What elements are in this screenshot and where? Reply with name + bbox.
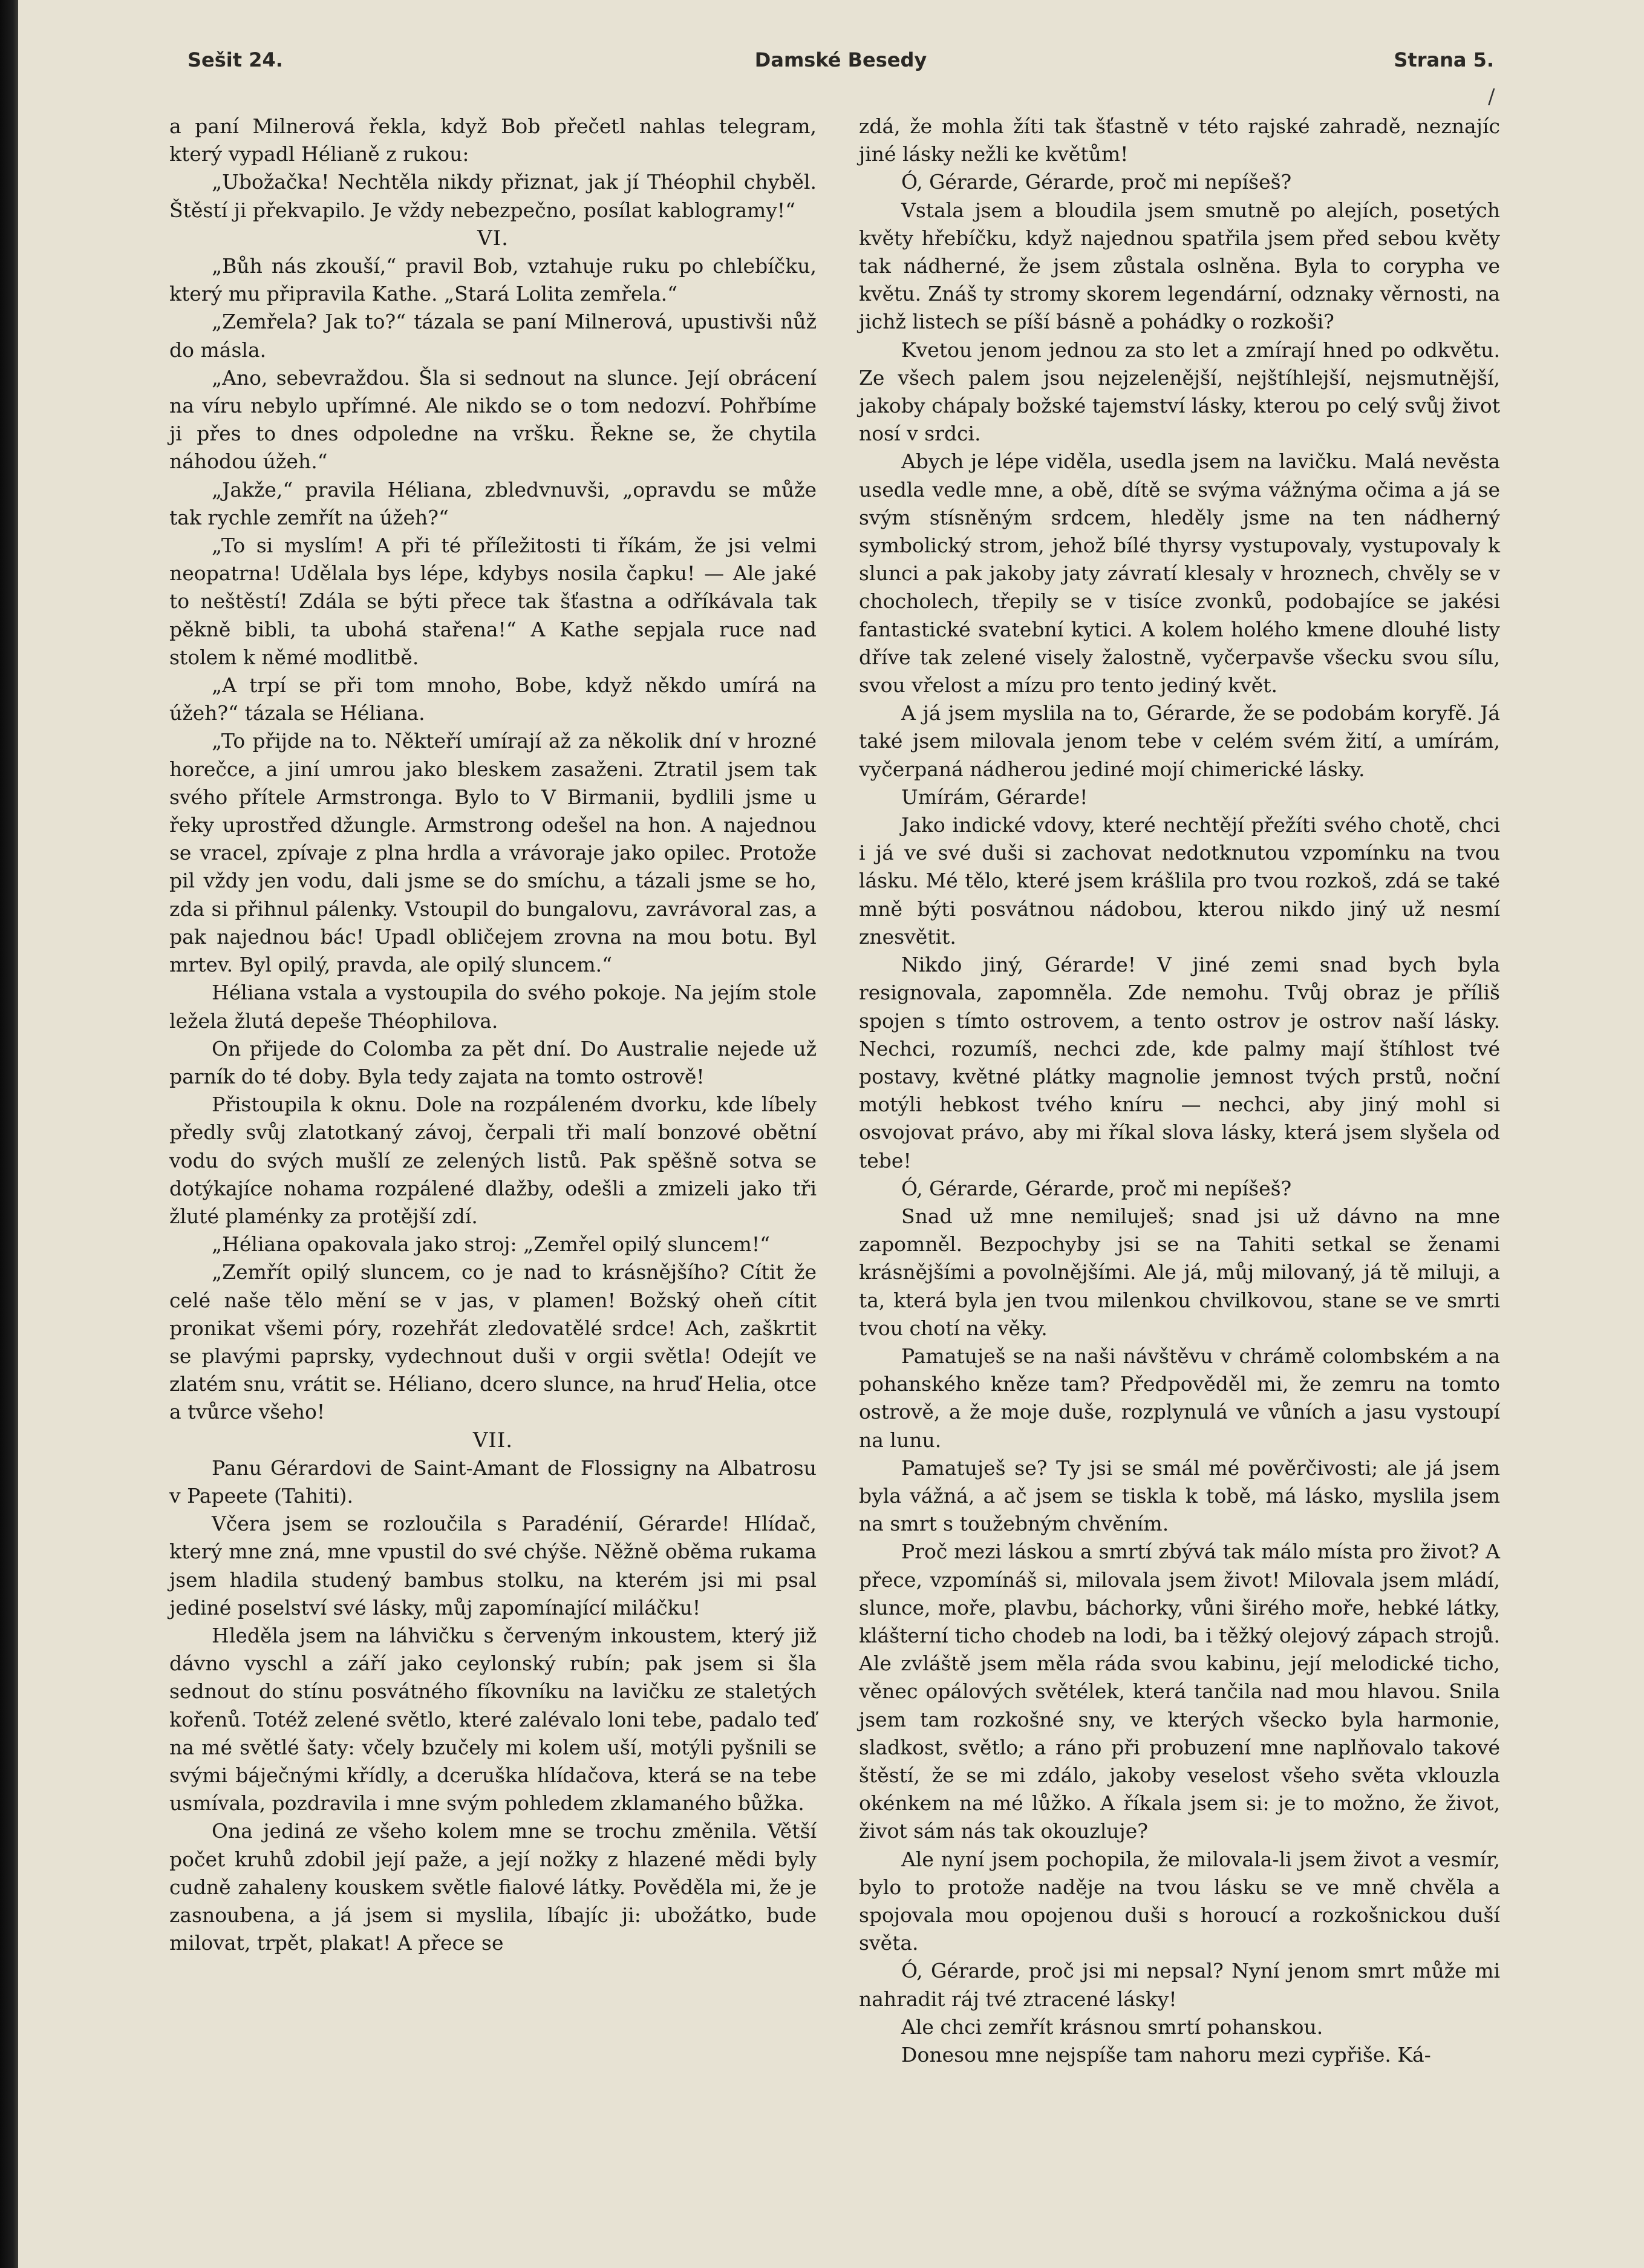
- paragraph: Pamatuješ se? Ty jsi se smál mé pověrčivosti; ale já jsem byla vážná, a ač jsem se tiskla k tobě, má lásko, myslila jsem na smrt s toužebným chvěním.: [859, 1456, 1500, 1536]
- paragraph: „To si myslím! A při té příležitosti ti říkám, že jsi velmi neopatrna! Udělala bys lépe, kdybys nosila čapku! — Ale jaké to neštěstí! Zdála se býti přece tak šťastna a odříkávala tak pěkně bibli, ta ubohá stařena!“ A Kathe sepjala ruce nad stolem k němé modlitbě.: [169, 534, 817, 669]
- paragraph: „Bůh nás zkouší,“ pravil Bob, vztahuje ruku po chlebíčku, který mu připravila Kathe. „Stará Lolita zemřela.“: [169, 254, 817, 306]
- paragraph: „Zemřela? Jak to?“ tázala se paní Milnerová, upustivši nůž do másla.: [169, 310, 817, 362]
- paragraph: Snad už mne nemiluješ; snad jsi už dávno na mne zapomněl. Bezpochyby jsi se na Tahiti setkal se ženami krásnějšími a povolnějšími. Ale já, můj milovaný, já tě miluji, a ta, která byla jen tvou milenkou chvilkovou, stane se ve smrti tvou chotí na věky.: [859, 1204, 1500, 1340]
- paragraph: Pamatuješ se na naši návštěvu v chrámě colombském a na pohanského kněze tam? Předpověděl mi, že zemru na tomto ostrově, a že moje duše, rozplynulá ve vůních a jasu vystoupí na lunu.: [859, 1344, 1500, 1452]
- binding-spine: [0, 0, 18, 2268]
- paragraph: Ó, Gérarde, Gérarde, proč mi nepíšeš?: [901, 1176, 1292, 1200]
- paragraph: Přistoupila k oknu. Dole na rozpáleném dvorku, kde líbely předly svůj zlatotkaný závoj, čerpali tři malí bonzové obětní vodu do svých mušlí ze zelených listů. Pak spěšně sotva se dotýkajíce nohama rozpálené dlažby, odešli a zmizeli jako tři žluté plaménky za protější zdí.: [169, 1093, 817, 1228]
- paragraph: Včera jsem se rozloučila s Paradénií, Gérarde! Hlídač, který mne zná, mne vpustil do své chýše. Něžně oběma rukama jsem hladila studený bambus stolku, na kterém jsi mi psal jediné poselství své lásky, můj zapomínající miláčku!: [169, 1512, 817, 1619]
- paragraph: Abych je lépe viděla, usedla jsem na lavičku. Malá nevěsta usedla vedle mne, a obě, dítě se svýma vážnýma očima a já se svým stísněným srdcem, hleděly jsme na ten nádherný symbolický strom, jehož bílé thyrsy vystupovaly, vystupovaly k slunci a pak jakoby jaty závratí klesaly v hroznech, chvěly se v chocholech, třepily se v tisíce zvonků, podobajíce se jakési fantastické svatební kytici. A kolem holého kmene dlouhé listy dříve tak zelené visely žalostně, vyčerpavše všecku svou sílu, svou vřelost a mízu pro tento jediný květ.: [859, 449, 1500, 698]
- paragraph: „Ano, sebevraždou. Šla si sednout na slunce. Její obrácení na víru nebylo upřímné. Ale nikdo se o tom nedozví. Pohřbíme ji přes to dnes odpoledne na vršku. Řekne se, že chytila náhodou úžeh.“: [169, 365, 817, 474]
- paragraph: Ó, Gérarde, Gérarde, proč mi nepíšeš?: [901, 170, 1292, 194]
- paragraph: Héliana vstala a vystoupila do svého pokoje. Na jejím stole ležela žlutá depeše Théophilova.: [169, 981, 817, 1033]
- paragraph: Ona jediná ze všeho kolem mne se trochu změnila. Větší počet kruhů zdobil její paže, a její nožky z hlazené mědi byly cudně zahaleny kouskem světle fialové látky. Pověděla mi, že je zasnoubena, a já jsem si myslila, líbajíc ji: ubožátko, bude milovat, trpět, plakat! A přece se: [169, 1819, 817, 1955]
- margin-pencil-mark: /: [1488, 85, 1495, 109]
- paragraph: Ale chci zemřít krásnou smrtí pohanskou.: [901, 2015, 1323, 2039]
- paragraph: Nikdo jiný, Gérarde! V jiné zemi snad bych byla resignovala, zapomněla. Zde nemohu. Tvůj obraz je příliš spojen s tímto ostrovem, a tento ostrov je ostrov naší lásky. Nechci, rozumíš, nechci zde, kde palmy mají štíhlost tvé postavy, květné plátky magnolie jemnost tvých prstů, noční motýli hebkost tvého kníru — nechci, aby jiný mohl si osvojovat právo, aby mi říkal slova lásky, která jsem slyšela od tebe!: [859, 953, 1500, 1172]
- issue-number: Sešit 24.: [188, 48, 283, 71]
- paragraph: Hleděla jsem na láhvičku s červeným inkoustem, který již dávno vyschl a září jako ceylonský rubín; pak jsem si šla sednout do stínu posvátného fíkovníku na lavičku ze staletých kořenů. Totéž zelené světlo, které zalévalo loni tebe, padalo teď na mé světlé šaty: včely bzučely mi kolem uší, motýli pyšnili se svými báječnými křídly, a dceruška hlídačova, která se na tebe usmívala, pozdravila i mne svým pohledem zklamaného bůžka.: [169, 1623, 817, 1815]
- left-column: [169, 113, 817, 1957]
- section-heading: VII.: [472, 1428, 514, 1453]
- paragraph: „Jakže,“ pravila Héliana, zbledvnuvši, „opravdu se může tak rychle zemřít na úžeh?“: [169, 477, 817, 529]
- paragraph: „A trpí se při tom mnoho, Bobe, když někdo umírá na úžeh?“ tázala se Héliana.: [169, 673, 817, 725]
- paragraph: Jako indické vdovy, které nechtějí přežíti svého chotě, chci i já ve své duši si zachovat nedotknutou vzpomínku na tvou lásku. Mé tělo, které jsem krášlila pro tvou rozkoš, zdá se také mně býti posvátnou nádobou, kterou nikdo jiný už nesmí znesvětit.: [859, 813, 1500, 949]
- paragraph: On přijede do Colomba za pět dní. Do Australie nejede už parník do té doby. Byla tedy zajata na tomto ostrově!: [169, 1036, 817, 1088]
- paragraph: Umírám, Gérarde!: [901, 785, 1088, 809]
- paragraph: zdá, že mohla žíti tak šťastně v této rajské zahradě, neznajíc jiné lásky nežli ke květům!: [859, 114, 1500, 166]
- page-number: Strana 5.: [1394, 48, 1494, 71]
- paragraph: „Zemřít opilý sluncem, co je nad to krásnějšího? Cítit že celé naše tělo mění se v jas, v plamen! Božský oheň cítit pronikat všemi póry, rozehřát zledovatělé srdce! Ach, zaškrtit se plavými paprsky, vydechnout duši v orgii světla! Odejít ve zlatém snu, vrátit se. Héliano, dcero slunce, na hruď Helia, otce a tvůrce všeho!: [169, 1260, 817, 1424]
- paragraph: Kvetou jenom jednou za sto let a zmírají hned po odkvětu. Ze všech palem jsou nejzelenější, nejštíhlejší, nejsmutnější, jakoby chápaly božské tajemství lásky, kterou po celý svůj život nosí v srdci.: [859, 338, 1500, 446]
- paragraph: Proč mezi láskou a smrtí zbývá tak málo místa pro život? A přece, vzpomínáš si, milovala jsem život! Milovala jsem mládí, slunce, moře, plavbu, báchorky, vůni širého moře, hebké látky, klášterní ticho chodeb na lodi, ba i těžký olejový zápach strojů. Ale zvláště jsem měla ráda svou kabinu, její melodické ticho, věnec opálových světélek, která tančila nad mou hlavou. Snila jsem tam rozkošné sny, ve kterých všecko byla harmonie, sladkost, světlo; a ráno při probuzení mne naplňovalo takové štěstí, že se mi zdálo, jakoby veselost všeho světa vklouzla okénkem na mé lůžko. A říkala jsem si: je to možno, že život, život sám nás tak okouzluje?: [859, 1540, 1500, 1843]
- paragraph: Panu Gérardovi de Saint-Amant de Flossigny na Albatrosu v Papeete (Tahiti).: [169, 1456, 817, 1508]
- magazine-title: Damské Besedy: [754, 48, 927, 71]
- paragraph: „To přijde na to. Někteří umírají až za několik dní v hrozné horečce, a jiní umrou jako bleskem zasaženi. Ztratil jsem tak svého přítele Armstronga. Bylo to V Birmanii, bydlili jsme u řeky uprostřed džungle. Armstrong odešel na hon. A najednou se vracel, zpívaje z plna hrdla a vrávoraje jako opilec. Protože pil vždy jen vodu, dali jsme se do smíchu, a tázali jsme se ho, zda si přihnul pálenky. Vstoupil do bungalovu, zavrávoral zas, a pak najednou bác! Upadl obličejem zrovna na mou botu. Byl mrtev. Byl opilý, pravda, ale opilý sluncem.“: [169, 729, 817, 977]
- page-header: [188, 48, 1494, 85]
- paragraph: a paní Milnerová řekla, když Bob přečetl nahlas telegram, který vypadl Hélianě z rukou:: [169, 114, 817, 166]
- paragraph: Ó, Gérarde, proč jsi mi nepsal? Nyní jenom smrt může mi nahradit ráj tvé ztracené lásky!: [859, 1959, 1500, 2011]
- right-column: [859, 113, 1500, 2069]
- paragraph: Vstala jsem a bloudila jsem smutně po alejích, posetých květy hřebíčku, když najednou spatřila jsem před sebou květy tak nádherné, že jsem zůstala oslněna. Byla to corypha ve květu. Znáš ty stromy skorem legendární, odznaky věrnosti, na jichž listech se píší básně a pohádky o rozkoši?: [859, 198, 1500, 334]
- paragraph: Ale nyní jsem pochopila, že milovala-li jsem život a vesmír, bylo to protože naděje na tvou lásku se ve mně chvěla a spojovala mou opojenou duši s horoucí a rozkošnickou duší světa.: [859, 1847, 1500, 1955]
- paragraph: Donesou mne nejspíše tam nahoru mezi cypřiše. Ká-: [901, 2043, 1431, 2067]
- paragraph: „Ubožačka! Nechtěla nikdy přiznat, jak jí Théophil chyběl. Štěstí ji překvapilo. Je vždy nebezpečno, posílat kablogramy!“: [169, 170, 817, 222]
- section-heading: VI.: [477, 226, 509, 250]
- paragraph: „Héliana opakovala jako stroj: „Zemřel opilý sluncem!“: [212, 1232, 770, 1257]
- paragraph: A já jsem myslila na to, Gérarde, že se podobám koryfě. Já také jsem milovala jenom tebe v celém svém žití, a umírám, vyčerpaná nádherou jediné mojí chimerické lásky.: [859, 701, 1500, 781]
